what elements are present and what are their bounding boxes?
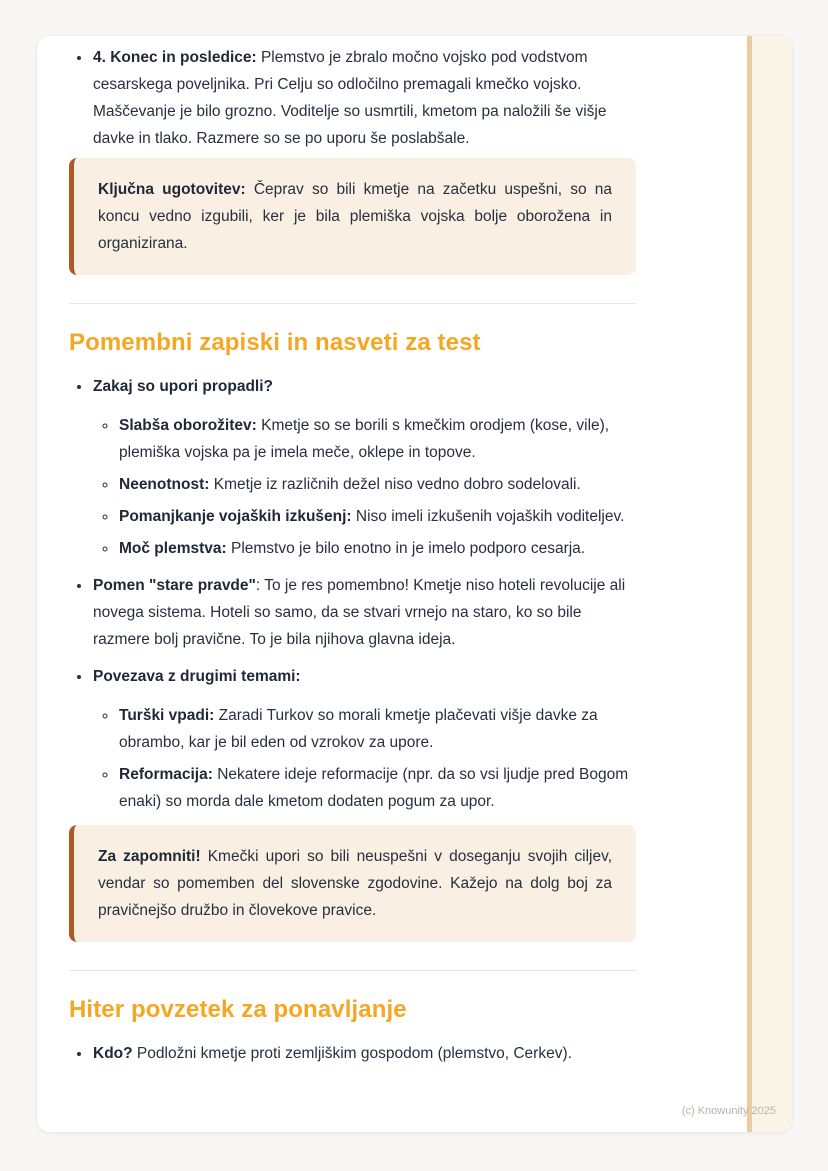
why-failed-sublist [93, 412, 636, 562]
sub-item-label: Neenotnost: [119, 476, 210, 493]
callout-label: Ključna ugotovitev: [98, 181, 246, 198]
key-takeaway-callout [69, 158, 636, 275]
list-item-stara-pravda [92, 572, 636, 653]
page-edge-margin [752, 36, 792, 1132]
sub-item-label: Slabša oborožitev: [119, 417, 257, 434]
sub-item-label: Reformacija: [119, 766, 213, 783]
sub-item-text: Kmetje iz različnih dežel niso vedno dobro sodelovali. [213, 476, 581, 493]
sub-item-text: Zaradi Turkov so morali kmetje plačevati višje davke za obrambo, kar je bil eden od vzrokov za upore. [119, 707, 598, 751]
sub-list-item [118, 535, 636, 562]
page-content [69, 36, 636, 1077]
section-divider [69, 970, 636, 971]
list-item-conclusion [92, 44, 636, 152]
section-title-summary: Hiter povzetek za ponavljanje [69, 996, 407, 1023]
list-item-connections [92, 663, 636, 815]
list-item-kdo [92, 1040, 636, 1067]
callout-paragraph [98, 843, 612, 924]
conclusion-list [69, 44, 636, 152]
callout-text: Kmečki upori so bili neuspešni v doseganju svojih ciljev, vendar so pomemben del slovenske zgodovine. Kažejo na dolg boj za pravičnejšo družbo in človekove pravice. [98, 848, 612, 919]
list-item-label: Povezava z drugimi temami: [93, 668, 301, 685]
sub-item-label: Pomanjkanje vojaških izkušenj: [119, 508, 352, 525]
callout-text: Čeprav so bili kmetje na začetku uspešni, so na koncu vedno izgubili, ker je bila plemiška vojska bolje oborožena in organizirana. [98, 181, 612, 252]
notes-list [69, 373, 636, 815]
connections-sublist [93, 702, 636, 815]
list-item-text: : To je res pomembno! Kmetje niso hoteli revolucije ali novega sistema. Hoteli so samo, da se stvari vrnejo na staro, ko so bile razmere bolj pravične. To je bila njihova glavna ideja. [93, 577, 626, 648]
sub-item-text: Niso imeli izkušenih vojaških voditeljev. [355, 508, 625, 525]
section-divider [69, 303, 636, 304]
sub-item-label: Moč plemstva: [119, 540, 227, 557]
summary-list [69, 1040, 636, 1067]
list-item-text: Plemstvo je zbralo močno vojsko pod vodstvom cesarskega poveljnika. Pri Celju so odločilno premagali kmečko vojsko. Maščevanje je bilo grozno. Voditelje so usmrtili, kmetom pa naložili še višje davke in tlako. Razmere so se po uporu še poslabšale. [93, 49, 607, 147]
sub-item-text: Kmetje so se borili s kmečkim orodjem (kose, vile), plemiška vojska pa je imela meče, oklepe in topove. [119, 417, 610, 461]
list-item-label: Kdo? [93, 1045, 133, 1062]
list-item-label: Zakaj so upori propadli? [93, 378, 273, 395]
section-title-notes: Pomembni zapiski in nasveti za test [69, 329, 481, 356]
watermark: (c) Knowunity 2025 [681, 1105, 776, 1117]
document-page [37, 36, 792, 1132]
list-item-text: Podložni kmetje proti zemljiškim gospodom (plemstvo, Cerkev). [136, 1045, 572, 1062]
sub-list-item [118, 412, 636, 466]
sub-item-text: Nekatere ideje reformacije (npr. da so vsi ljudje pred Bogom enaki) so morda dale kmetom dodaten pogum za upor. [119, 766, 629, 810]
list-item-label: 4. Konec in posledice: [93, 49, 257, 66]
sub-item-text: Plemstvo je bilo enotno in je imelo podporo cesarja. [230, 540, 586, 557]
sub-list-item [118, 702, 636, 756]
list-item-why-failed [92, 373, 636, 562]
remember-callout [69, 825, 636, 942]
callout-label: Za zapomniti! [98, 848, 201, 865]
callout-paragraph [98, 176, 612, 257]
list-item-label: Pomen "stare pravde" [93, 577, 256, 594]
sub-list-item [118, 503, 636, 530]
sub-list-item [118, 471, 636, 498]
sub-list-item [118, 761, 636, 815]
sub-item-label: Turški vpadi: [119, 707, 215, 724]
